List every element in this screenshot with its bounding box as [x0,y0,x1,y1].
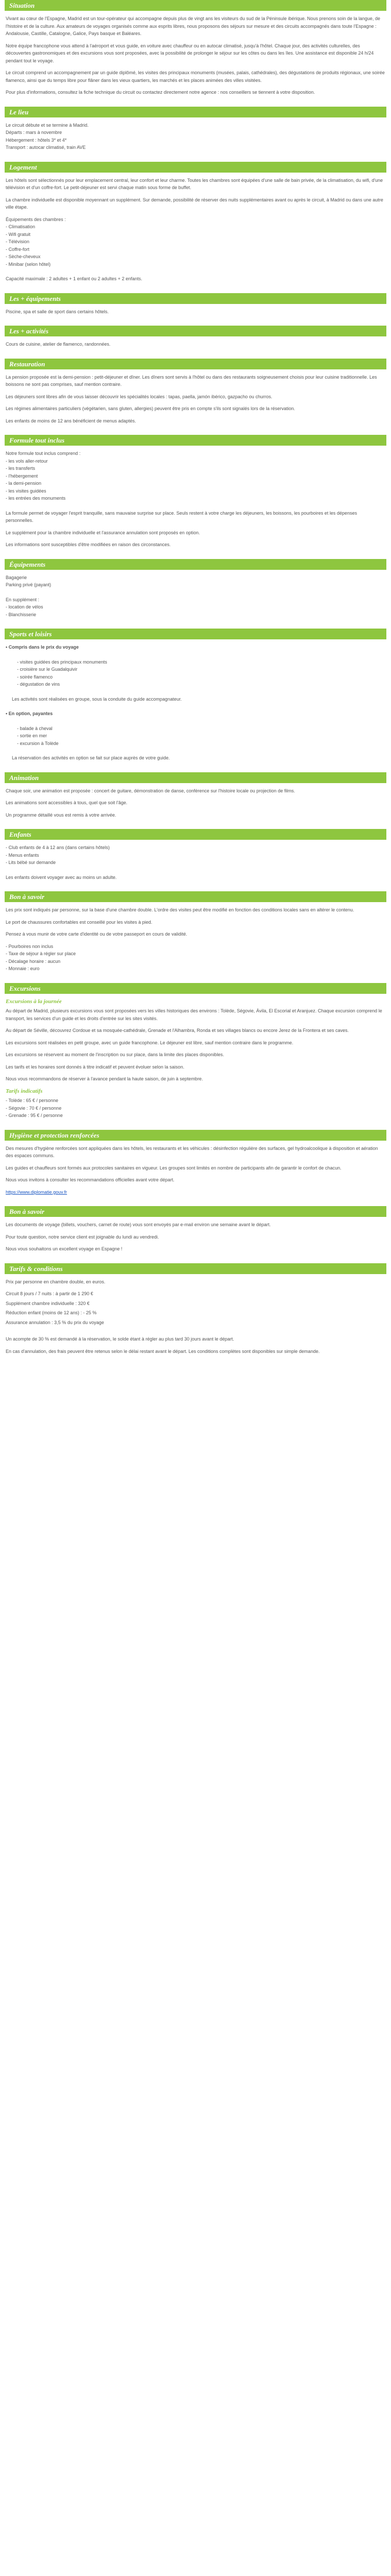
list-item: - Télévision [6,239,29,244]
external-link[interactable]: https://www.diplomatie.gouv.fr [6,1189,67,1195]
list-item: - dégustation de vins [17,682,60,687]
fee-line: Assurance annulation : 3,5 % du prix du voyage [6,1319,104,1325]
list-item: - Sèche-cheveux [6,254,41,259]
text-line: Le circuit débute et se termine à Madrid. [6,122,89,128]
group-heading: • Compris dans le prix du voyage [6,645,79,650]
paragraph: Les excursions se réservent au moment de l'inscription ou sur place, dans la limite des places disponibles. [6,1052,224,1057]
section-logement [5,162,386,283]
list-item: - balade à cheval [17,725,53,731]
group-heading: • En option, payantes [6,711,53,716]
text-line: Hébergement : hôtels 3* et 4* [6,137,67,143]
section-excursions [5,983,386,1120]
paragraph: Les guides et chauffeurs sont formés aux protocoles sanitaires en vigueur. Les groupes sont limités en nombre de participants afin de garantir le confort de chacun. [6,1165,341,1171]
paragraph: Les documents de voyage (billets, vouchers, carnet de route) vous sont envoyés par e-mail environ une semaine avant le départ. [6,1222,271,1227]
fee-line: Réduction enfant (moins de 12 ans) : - 25 % [6,1310,97,1315]
section-sports [5,629,386,762]
paragraph: Les régimes alimentaires particuliers (végétarien, sans gluten, allergies) peuvent être pris en compte s'ils sont signalés lors de la réservation. [6,406,295,411]
spacer [6,651,385,658]
section-plus-equipements [5,293,386,316]
section-enfants [5,829,386,881]
section-title-excursions: Excursions [5,983,386,994]
list-item: - les entrées des monuments [6,496,66,501]
section-title-plus-equipements: Les + équipements [5,293,386,304]
section-animation [5,772,386,819]
text-line: Départs : mars à novembre [6,130,62,135]
spacer [6,268,385,275]
paragraph: Nous vous recommandons de réserver à l'avance pendant la haute saison, de juin à septembre. [6,1076,203,1081]
list-item: - Coffre-fort [6,246,29,252]
list-item: - l'hébergement [6,473,38,479]
spacer [6,688,385,696]
group-note: La réservation des activités en option se fait sur place auprès de votre guide. [12,755,170,760]
paragraph: Vivant au cœur de l'Espagne, Madrid est un tour-opérateur qui accompagne depuis plus de vingt ans les visiteurs du sud de la Péninsule ibérique. Nous prenons soin de la langue, de l'histoire et de la culture. Aux amateurs de voyages organisés comme aux esprits libres, nous proposons des séjours sur mesure et des circuits accompagnés dans toute l'Espagne : Andalousie, Castille, Catalogne, Galice, Pays basque et Baléares. [6,16,380,36]
section-title-enfants: Enfants [5,829,386,840]
spacer [6,703,385,710]
section-restauration [5,359,386,425]
list-item: - Monnaie : euro [6,966,40,971]
list-item: - les transferts [6,466,36,471]
section-title-animation: Animation [5,772,386,783]
paragraph: Des mesures d'hygiène renforcées sont appliquées dans les hôtels, les restaurants et les véhicules : désinfection régulière des surfaces, gel hydroalcoolique à disposition et aération des espaces communs. [6,1145,378,1158]
list-item: - Tolède : 65 € / personne [6,1098,58,1103]
section-title-lieu: Le lieu [5,107,386,117]
text-line: Piscine, spa et salle de sport dans certains hôtels. [6,309,109,314]
section-title-sports: Sports et loisirs [5,629,386,639]
section-title-situation: Situation [5,0,386,11]
paragraph: Prix par personne en chambre double, en euros. [6,1279,106,1284]
list-item: - Lits bébé sur demande [6,860,56,865]
paragraph: La pension proposée est la demi-pension : petit-déjeuner et dîner. Les dîners sont servis à l'hôtel ou dans des restaurants soigneusement choisis pour leur cuisine traditionnelle. Les boissons ne sont pas comprises, sauf mention contraire. [6,374,377,387]
paragraph: Les enfants de moins de 12 ans bénéficient de menus adaptés. [6,418,136,423]
paragraph: Pensez à vous munir de votre carte d'identité ou de votre passeport en cours de validité. [6,931,187,937]
text-line: Parking privé (payant) [6,582,52,587]
spacer [6,867,385,874]
section-lieu [5,107,386,151]
list-item: - Décalage horaire : aucun [6,958,61,964]
list-item: - Ségovie : 70 € / personne [6,1105,62,1111]
list-item: - Grenade : 95 € / personne [6,1113,63,1118]
paragraph: Un programme détaillé vous est remis à votre arrivée. [6,812,117,818]
text-line: - location de vélos [6,604,43,609]
list-item: - Wifi gratuit [6,231,31,237]
paragraph: La chambre individuelle est disponible moyennant un supplément. Sur demande, possibilité de réserver des nuits supplémentaires avant ou après le circuit, à Madrid ou dans une autre ville étape. [6,197,383,210]
section-title-hygiene: Hygiène et protection renforcées [5,1130,386,1141]
list-item: - Minibar (selon hôtel) [6,261,51,267]
paragraph: Les informations sont susceptibles d'être modifiées en raison des circonstances. [6,542,171,547]
list-item: - Taxe de séjour à régler sur place [6,951,76,956]
spacer [6,747,385,754]
fee-line: Supplément chambre individuelle : 320 € [6,1300,90,1306]
section-bon-a-savoir [5,891,386,973]
paragraph: Le supplément pour la chambre individuelle et l'assurance annulation sont proposés en option. [6,530,200,535]
paragraph: Nous vous souhaitons un excellent voyage en Espagne ! [6,1246,123,1251]
subsection-title: Tarifs indicatifs [6,1088,43,1094]
paragraph: Les excursions sont réalisées en petit groupe, avec un guide francophone. Le déjeuner est libre, sauf mention contraire dans le programme. [6,1040,294,1045]
section-title-bon-a-savoir: Bon à savoir [5,891,386,902]
section-bon-a-savoir-2 [5,1206,386,1253]
paragraph: Le circuit comprend un accompagnement par un guide diplômé, les visites des principaux monuments (musées, palais, cathédrales), des dégustations de produits régionaux, une soirée flamenco, ainsi que du temps libre pour flâner dans les vieux quartiers, les marchés et les places animées des villes visitées. [6,70,385,83]
paragraph: Notre équipe francophone vous attend à l'aéroport et vous guide, en voiture avec chauffeur ou en autocar climatisé, jusqu'à l'hôtel. Chaque jour, des activités culturelles, des découvertes gastronomiques et des excursions vous sont proposées, avec la possibilité de prolonger le séjour sur les côtes ou dans les îles. Une assistance est disponible 24 h/24 pendant tout le voyage. [6,43,374,63]
section-hygiene [5,1130,386,1196]
section-title-equipements: Équipements [5,559,386,570]
spacer [6,589,385,596]
paragraph: Le port de chaussures confortables est conseillé pour les visites à pied. [6,919,153,925]
footnote: Capacité maximale : 2 adultes + 1 enfant ou 2 adultes + 2 enfants. [6,276,142,281]
list-item: - les visites guidées [6,488,46,494]
fee-line: Circuit 8 jours / 7 nuits : à partir de 1 290 € [6,1291,93,1296]
note: Les enfants doivent voyager avec au moins un adulte. [6,874,117,880]
paragraph: Au départ de Séville, découvrez Cordoue et sa mosquée-cathédrale, Grenade et l'Alhambra, Ronda et ses villages blancs ou encore Jerez de la Frontera et ses caves. [6,1028,349,1033]
paragraph: Les hôtels sont sélectionnés pour leur emplacement central, leur confort et leur charme. Toutes les chambres sont équipées d'une salle de bain privée, de la climatisation, du wifi, d'une télévision et d'un coffre-fort. Le petit-déjeuner est servi chaque matin sous forme de buffet. [6,177,383,190]
group-note: Les activités sont réalisées en groupe, sous la conduite du guide accompagnateur. [12,696,182,702]
text-line: En supplément : [6,597,40,602]
list-item: - Menus enfants [6,852,39,858]
section-title-restauration: Restauration [5,359,386,369]
paragraph: En cas d'annulation, des frais peuvent être retenus selon le délai restant avant le départ. Les conditions complètes sont disponibles sur simple demande. [6,1348,320,1354]
section-title-logement: Logement [5,162,386,173]
paragraph: Nous vous invitons à consulter les recommandations officielles avant votre départ. [6,1177,175,1182]
paragraph: La formule permet de voyager l'esprit tranquille, sans mauvaise surprise sur place. Seuls restent à votre charge les déjeuners, les boissons, les pourboires et les dépenses personnelles. [6,510,357,523]
paragraph: Pour plus d'informations, consultez la fiche technique du circuit ou contactez directement notre agence : nos conseillers se tiennent à votre disposition. [6,90,315,95]
spacer [6,1328,385,1335]
list-item: - les vols aller-retour [6,458,48,464]
paragraph: Un acompte de 30 % est demandé à la réservation, le solde étant à régler au plus tard 30 jours avant le départ. [6,1336,234,1342]
text-line: Cours de cuisine, atelier de flamenco, randonnées. [6,342,111,347]
text-line: Bagagerie [6,574,27,580]
section-equipements [5,559,386,619]
list-item: - visites guidées des principaux monuments [17,659,107,665]
list-item: - Climatisation [6,224,36,229]
paragraph: Chaque soir, une animation est proposée : concert de guitare, démonstration de danse, conférence sur l'histoire locale ou projection de films. [6,788,296,793]
spacer [6,718,385,725]
list-title: Notre formule tout inclus comprend : [6,451,81,456]
list-item: - Club enfants de 4 à 12 ans (dans certains hôtels) [6,845,110,850]
paragraph: Les animations sont accessibles à tous, quel que soit l'âge. [6,800,127,805]
section-title-bon-a-savoir-2: Bon à savoir [5,1206,386,1217]
paragraph: Au départ de Madrid, plusieurs excursions vous sont proposées vers les villes historiques des environs : Tolède, Ségovie, Ávila, El Escorial et Aranjuez. Chaque excursion comprend le transport, les services d'un guide et les droits d'entrée sur les sites visités. [6,1008,382,1021]
list-item: - Pourboires non inclus [6,943,54,949]
paragraph: Les prix sont indiqués par personne, sur la base d'une chambre double. L'ordre des visites peut être modifié en fonction des conditions locales sans en altérer le contenu. [6,907,354,912]
section-tarifs [5,1263,386,1355]
section-situation [5,0,386,96]
list-item: - la demi-pension [6,481,42,486]
section-formule [5,435,386,549]
list-title: Équipements des chambres : [6,216,66,222]
subsection-title: Excursions à la journée [6,998,62,1005]
section-title-tarifs: Tarifs & conditions [5,1263,386,1274]
spacer [6,502,385,510]
section-plus-activites [5,326,386,348]
paragraph: Les tarifs et les horaires sont donnés à titre indicatif et peuvent évoluer selon la saison. [6,1064,185,1070]
list-item: - croisière sur le Guadalquivir [17,667,78,672]
text-line: Transport : autocar climatisé, train AVE [6,145,86,150]
list-item: - excursion à Tolède [17,740,59,746]
section-title-plus-activites: Les + activités [5,326,386,336]
text-line: - Blanchisserie [6,612,37,617]
paragraph: Les déjeuners sont libres afin de vous laisser découvrir les spécialités locales : tapas, paella, jamón ibérico, gazpacho ou churros. [6,394,272,399]
list-item: - soirée flamenco [17,674,53,680]
list-item: - sortie en mer [17,733,47,738]
section-title-formule: Formule tout inclus [5,435,386,446]
paragraph: Pour toute question, notre service client est joignable du lundi au vendredi. [6,1234,159,1240]
